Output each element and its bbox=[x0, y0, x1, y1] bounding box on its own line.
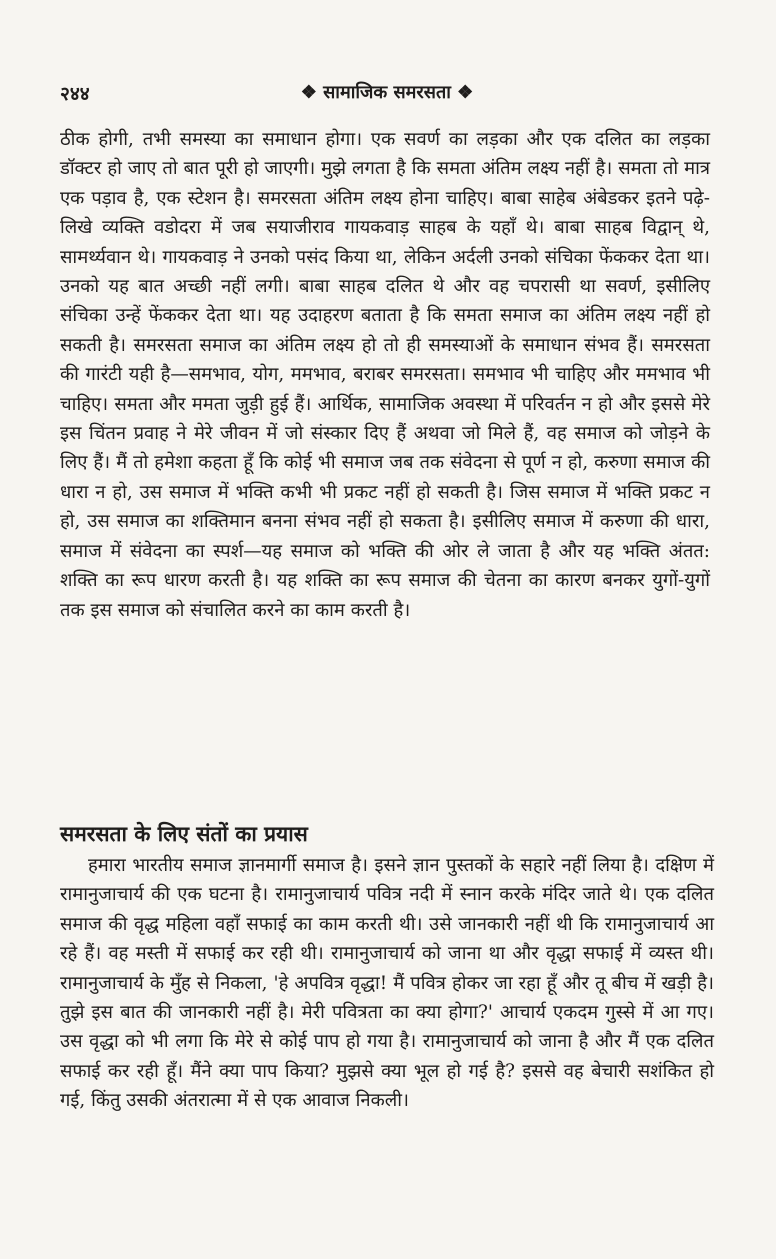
running-title: ❖ सामाजिक समरसता ❖ bbox=[300, 82, 474, 103]
section-sant-efforts bbox=[60, 820, 714, 1116]
page-number: २४४ bbox=[60, 83, 90, 105]
page-header bbox=[60, 80, 714, 110]
section-heading: समरसता के लिए संतों का प्रयास bbox=[60, 821, 308, 846]
body-paragraph: ठीक होगी, तभी समस्या का समाधान होगा। एक सवर्ण का लड़का और एक दलित का लड़का डॉक्टर हो जाए तो बात पूरी हो जाएगी। मुझे लगता है कि समता अंतिम लक्ष्य नहीं है। समता तो मात्र एक पड़ाव है, एक स्टेशन है। समरसता अंतिम लक्ष्य होना चाहिए। बाबा साहेब अंबेडकर इतने पढ़े-लिखे व्यक्ति वडोदरा में जब सयाजीराव गायकवाड़ साहब के यहाँ थे। बाबा साहब विद्वान् थे, सामर्थ्यवान थे। गायकवाड़ ने उनको पसंद किया था, लेकिन अर्दली उनको संचिका फेंककर देता था। उनको यह बात अच्छी नहीं लगी। बाबा साहब दलित थे और वह चपरासी था सवर्ण, इसीलिए संचिका उन्हें फेंककर देता था। यह उदाहरण बताता है कि समता समाज का अंतिम लक्ष्य नहीं हो सकती है। समरसता समाज का अंतिम लक्ष्य हो तो ही समस्याओं के समाधान संभव हैं। समरसता की गारंटी यही है—समभाव, योग, ममभाव, बराबर समरसता। समभाव भी चाहिए और ममभाव भी चाहिए। समता और ममता जुड़ी हुई हैं। आर्थिक, सामाजिक अवस्था में परिवर्तन न हो और इससे मेरे इस चिंतन प्रवाह ने मेरे जीवन में जो संस्कार दिए हैं अथवा जो मिले हैं, वह समाज को जोड़ने के लिए हैं। मैं तो हमेशा कहता हूँ कि कोई भी समाज जब तक संवेदना से पूर्ण न हो, करुणा समाज की धारा न हो, उस समाज में भक्ति कभी भी प्रकट नहीं हो सकती है। जिस समाज में भक्ति प्रकट न हो, उस समाज का शक्तिमान बनना संभव नहीं हो सकता है। इसीलिए समाज में करुणा की धारा, समाज में संवेदना का स्पर्श—यह समाज को भक्ति की ओर ले जाता है और यह भक्ति अंतत: शक्ति का रूप धारण करती है। यह शक्ति का रूप समाज की चेतना का कारण बनकर युगों-युगों तक इस समाज को संचालित करने का काम करती है। bbox=[60, 129, 710, 621]
section-paragraph: हमारा भारतीय समाज ज्ञानमार्गी समाज है। इसने ज्ञान पुस्तकों के सहारे नहीं लिया है। दक्षिण में रामानुजाचार्य की एक घटना है। रामानुजाचार्य पवित्र नदी में स्नान करके मंदिर जाते थे। एक दलित समाज की वृद्ध महिला वहाँ सफाई का काम करती थी। उसे जानकारी नहीं थी कि रामानुजाचार्य आ रहे हैं। वह मस्ती में सफाई कर रही थी। रामानुजाचार्य को जाना था और वृद्धा सफाई में व्यस्त थी। रामानुजाचार्य के मुँह से निकला, 'हे अपवित्र वृद्धा! मैं पवित्र होकर जा रहा हूँ और तू बीच में खड़ी है। तुझे इस बात की जानकारी नहीं है। मेरी पवित्रता का क्या होगा?' आचार्य एकदम गुस्से में आ गए। उस वृद्धा को भी लगा कि मेरे से कोई पाप हो गया है। रामानुजाचार्य को जाना है और मैं एक दलित सफाई कर रही हूँ। मैंने क्या पाप किया? मुझसे क्या भूल हो गई है? इससे वह बेचारी सशंकित हो गई, किंतु उसकी अंतरात्मा में से एक आवाज निकली। bbox=[60, 855, 714, 1112]
